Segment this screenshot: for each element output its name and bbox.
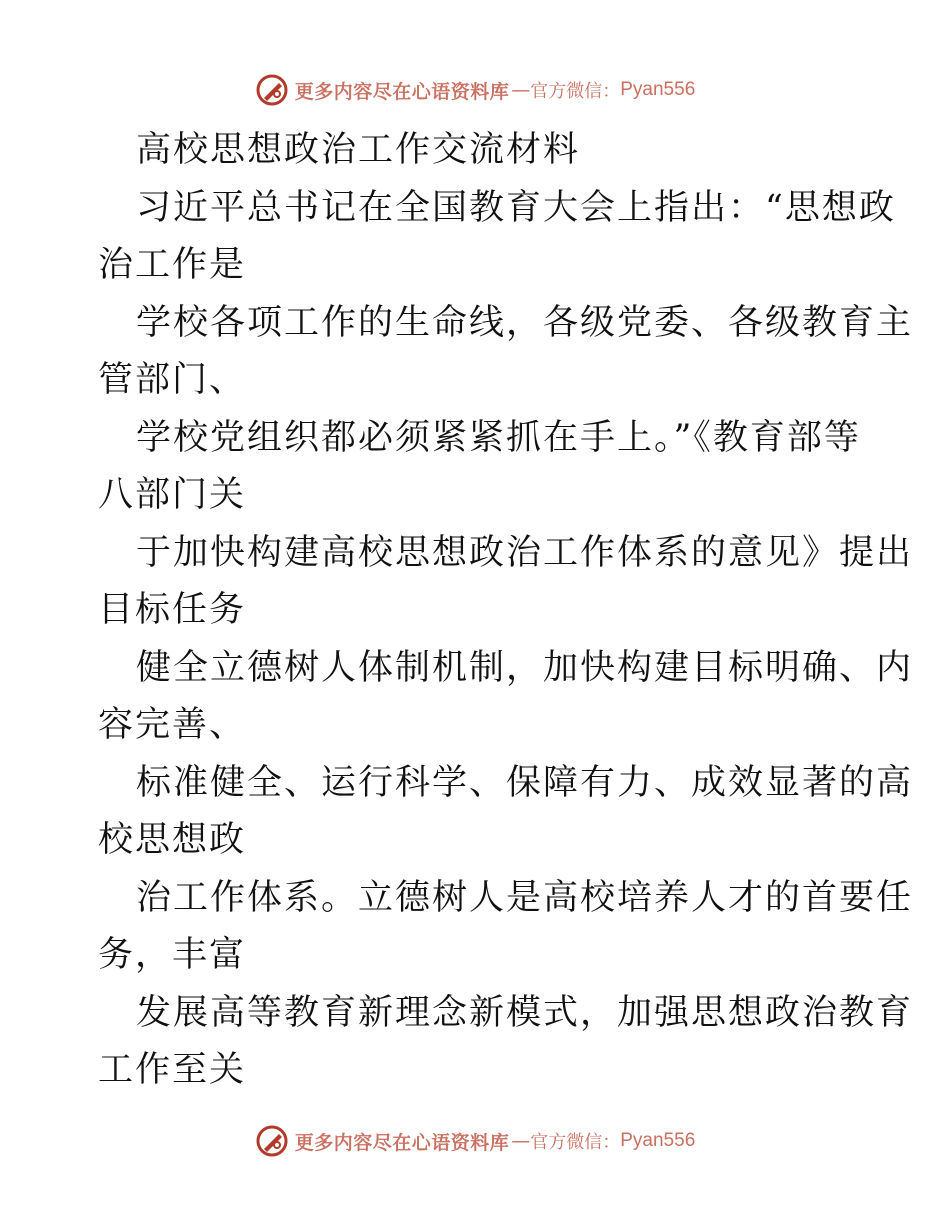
separator-dash: — xyxy=(511,79,529,101)
header-watermark xyxy=(0,70,950,110)
paragraph-line: 务，丰富 xyxy=(98,935,247,975)
paragraph-line: 发展高等教育新理念新模式，加强思想政治教育 xyxy=(136,992,914,1033)
paragraph-line: 工作至关 xyxy=(98,1050,247,1090)
wechat-id: Pyan556 xyxy=(620,1130,696,1151)
paragraph-line: 标准健全、运行科学、保障有力、成效显著的高 xyxy=(136,762,914,803)
paragraph-line: 治工作是 xyxy=(98,245,247,285)
paragraph-line: 八部门关 xyxy=(98,475,247,515)
site-name: 更多内容尽在心语资料库 xyxy=(294,80,510,103)
paragraph-line: 治工作体系。立德树人是高校培养人才的首要任 xyxy=(136,877,914,918)
document-title: 高校思想政治工作交流材料 xyxy=(136,130,581,170)
paragraph-line: 学校党组织都必须紧紧抓在手上。”《教育部等 xyxy=(136,417,861,458)
pen-logo-icon xyxy=(255,1124,289,1158)
paragraph-line: 管部门、 xyxy=(98,360,247,400)
paragraph-line: 健全立德树人体制机制，加快构建目标明确、内 xyxy=(136,647,914,688)
paragraph-line: 学校各项工作的生命线，各级党委、各级教育主 xyxy=(136,302,914,343)
paragraph-line: 目标任务 xyxy=(98,590,247,630)
paragraph-line: 校思想政 xyxy=(98,820,247,860)
wechat-id: Pyan556 xyxy=(620,79,696,100)
document-body xyxy=(98,122,914,1100)
paragraph-line: 容完善、 xyxy=(98,705,247,745)
pen-logo-icon xyxy=(255,73,289,107)
wechat-label: 官方微信： xyxy=(530,1132,621,1153)
site-name: 更多内容尽在心语资料库 xyxy=(294,1131,510,1154)
separator-dash: — xyxy=(511,1130,529,1152)
wechat-label: 官方微信： xyxy=(530,81,621,102)
paragraph-line: 于加快构建高校思想政治工作体系的意见》提出 xyxy=(136,532,914,573)
footer-watermark xyxy=(0,1121,950,1161)
paragraph-line: 习近平总书记在全国教育大会上指出：“思想政 xyxy=(136,187,896,228)
